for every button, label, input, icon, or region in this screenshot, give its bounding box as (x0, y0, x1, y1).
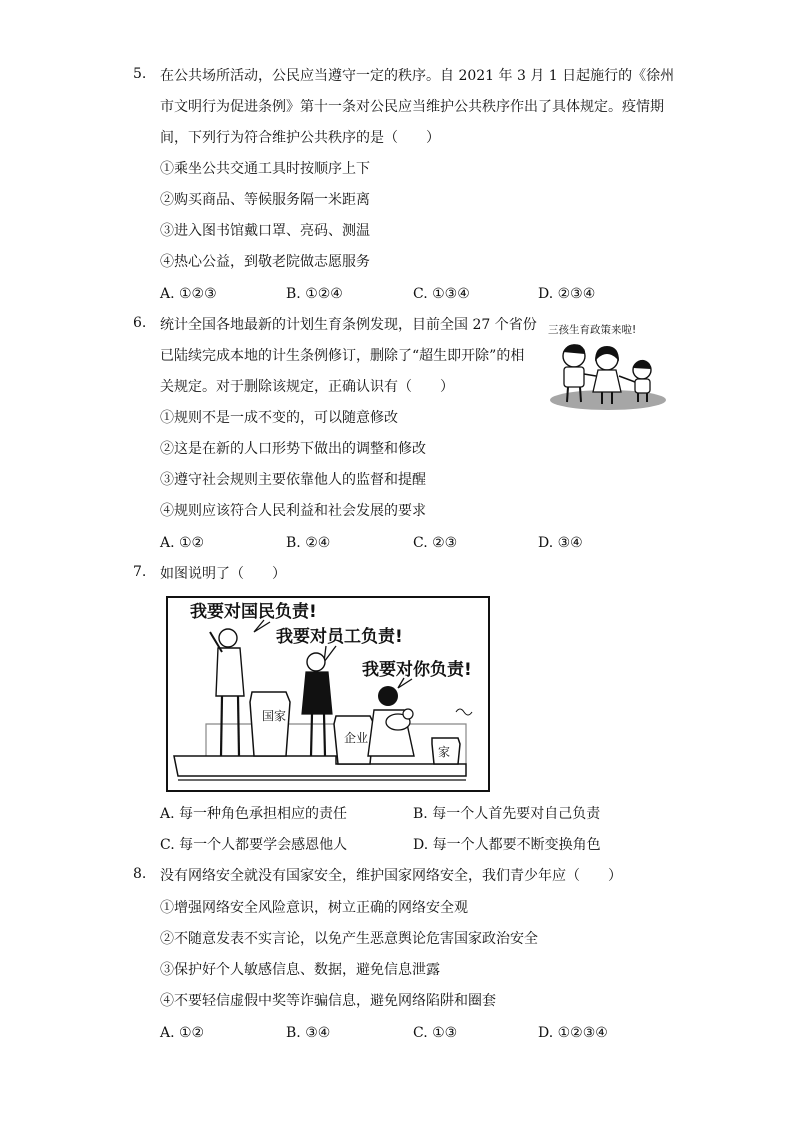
answer-option-b[interactable]: B. 每一个人首先要对自己负责 (413, 806, 601, 822)
lectern-sign-text: 家 (438, 745, 451, 759)
question-stem-line: 关规定。对于删除该规定，正确认识有（ ） (160, 379, 454, 395)
lectern-sign-text: 企业 (344, 731, 369, 745)
answer-option-d[interactable]: D. ①②③④ (538, 1025, 608, 1041)
question-stem-line: 如图说明了（ ） (160, 566, 286, 582)
cartoon-illustration-icon (166, 596, 490, 792)
answer-option-a[interactable]: A. ①②③ (160, 286, 217, 302)
answer-option-a[interactable]: A. ①② (160, 1025, 205, 1041)
answer-option-c[interactable]: C. ②③ (413, 535, 458, 551)
statement-item: ④规则应该符合人民利益和社会发展的要求 (160, 503, 426, 519)
statement-item: ②购买商品、等候服务隔一米距离 (160, 192, 370, 208)
statement-item: ①规则不是一成不变的，可以随意修改 (160, 410, 398, 426)
speech-bubble-text: 我要对国民负责! (190, 602, 317, 622)
answer-option-b[interactable]: B. ③④ (286, 1025, 331, 1041)
answer-option-b[interactable]: B. ①②④ (286, 286, 343, 302)
answer-option-c[interactable]: C. ①③ (413, 1025, 458, 1041)
answer-option-a[interactable]: A. 每一种角色承担相应的责任 (160, 806, 348, 822)
statement-item: ④不要轻信虚假中奖等诈骗信息，避免网络陷阱和圈套 (160, 993, 496, 1009)
question-number: 7. (133, 564, 147, 580)
statement-item: ②不随意发表不实言论，以免产生恶意舆论危害国家政治安全 (160, 931, 538, 947)
question-stem-line: 在公共场所活动，公民应当遵守一定的秩序。自 2021 年 3 月 1 日起施行的《徐州 (160, 68, 675, 84)
question-number: 8. (133, 866, 147, 882)
speech-bubble-text: 我要对你负责! (362, 660, 472, 680)
answer-option-c[interactable]: C. 每一个人都要学会感恩他人 (160, 837, 348, 853)
statement-item: ③进入图书馆戴口罩、亮码、测温 (160, 223, 370, 239)
answer-option-d[interactable]: D. ②③④ (538, 286, 596, 302)
question-stem-line: 统计全国各地最新的计划生育条例发现，目前全国 27 个省份 (160, 317, 537, 333)
question-stem-line: 已陆续完成本地的计生条例修订，删除了“超生即开除”的相 (160, 348, 525, 364)
illustration-caption: 三孩生育政策来啦! (548, 324, 637, 336)
lectern-sign-text: 国家 (262, 709, 287, 723)
answer-option-c[interactable]: C. ①③④ (413, 286, 470, 302)
answer-option-d[interactable]: D. 每一个人都要不断变换角色 (413, 837, 601, 853)
question-number: 5. (133, 66, 147, 82)
question-stem-line: 间，下列行为符合维护公共秩序的是（ ） (160, 130, 440, 146)
statement-item: ①增强网络安全风险意识，树立正确的网络安全观 (160, 900, 468, 916)
speech-bubble-text: 我要对员工负责! (276, 627, 403, 647)
statement-item: ③遵守社会规则主要依靠他人的监督和提醒 (160, 472, 426, 488)
responsibility-cartoon (166, 596, 490, 792)
statement-item: ③保护好个人敏感信息、数据，避免信息泄露 (160, 962, 440, 978)
answer-option-a[interactable]: A. ①② (160, 535, 205, 551)
statement-item: ④热心公益，到敬老院做志愿服务 (160, 254, 370, 270)
question-number: 6. (133, 315, 147, 331)
question-stem-line: 没有网络安全就没有国家安全，维护国家网络安全，我们青少年应（ ） (160, 868, 622, 884)
children-cartoon-icon (544, 316, 666, 412)
statement-item: ①乘坐公共交通工具时按顺序上下 (160, 161, 370, 177)
statement-item: ②这是在新的人口形势下做出的调整和修改 (160, 441, 426, 457)
three-child-policy-illustration (544, 316, 666, 412)
answer-option-d[interactable]: D. ③④ (538, 535, 583, 551)
question-stem-line: 市文明行为促进条例》第十一条对公民应当维护公共秩序作出了具体规定。疫情期 (160, 99, 664, 115)
answer-option-b[interactable]: B. ②④ (286, 535, 331, 551)
